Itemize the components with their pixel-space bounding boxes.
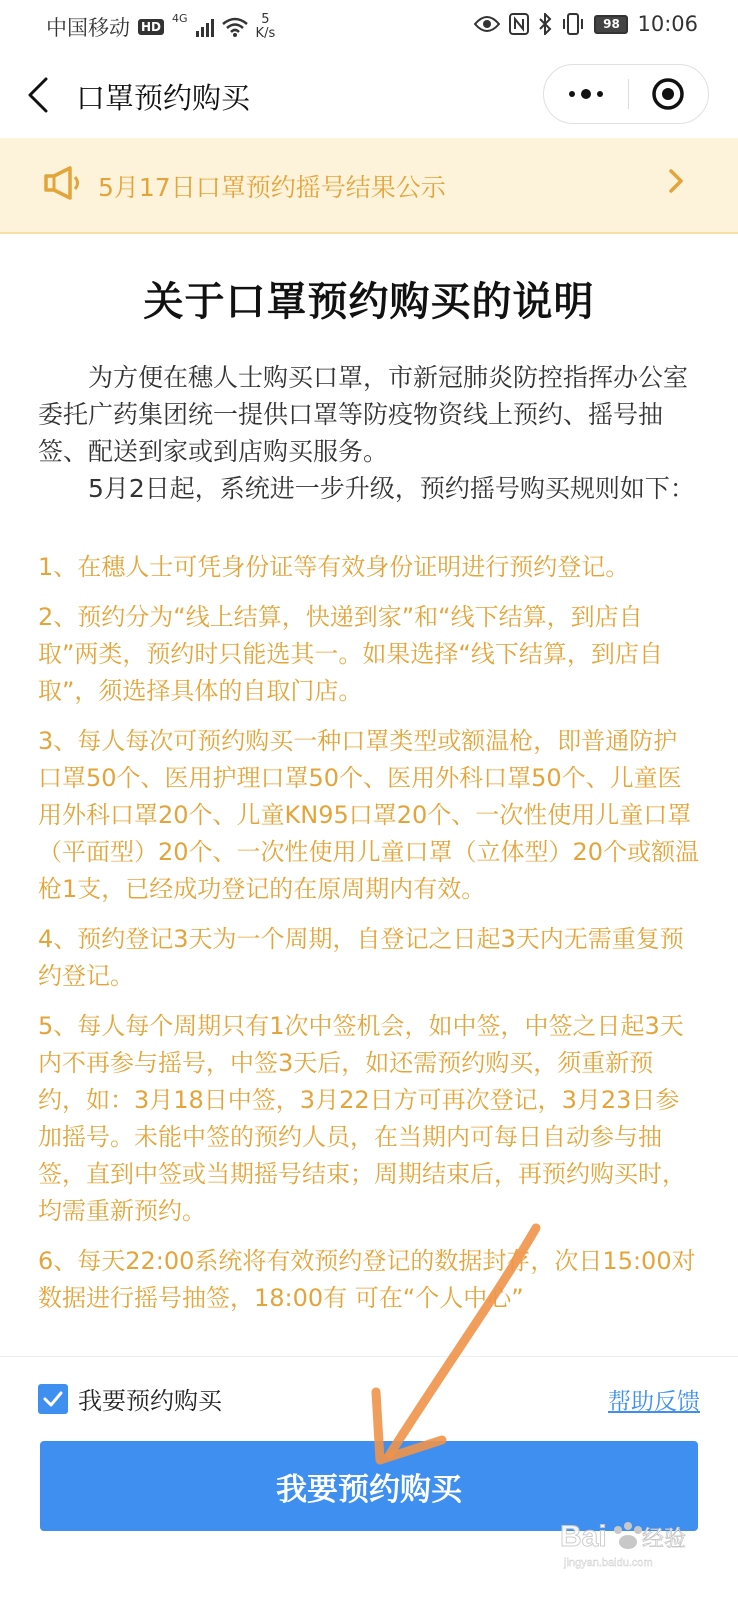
carrier-name: 中国移动 — [46, 16, 130, 40]
intro-paragraph: 为方便在穗人士购买口罩，市新冠肺炎防控指挥办公室委托广药集团统一提供口罩等防疫物资线上预约、摇号抽签、配送到家或到店购买服务。 — [38, 363, 689, 466]
checkmark-icon — [43, 1391, 63, 1407]
more-dot-icon — [569, 91, 575, 97]
svg-text:经验: 经验 — [642, 1527, 687, 1552]
rules-list — [38, 549, 700, 1317]
title-bar — [0, 52, 738, 138]
capsule-divider — [628, 79, 629, 109]
agree-checkbox[interactable] — [38, 1384, 68, 1414]
hd-badge: HD — [138, 19, 164, 35]
chevron-right-icon — [668, 168, 684, 194]
bluetooth-icon — [538, 13, 552, 35]
miniprogram-capsule — [543, 64, 709, 124]
page-title: 口罩预约购买 — [76, 81, 251, 115]
reserve-purchase-button[interactable]: 我要预约购买 — [40, 1441, 698, 1531]
network-type: 4G — [172, 12, 188, 25]
rule-item: 4、预约登记3天为一个周期，自登记之日起3天内无需重复预约登记。 — [38, 925, 684, 990]
network-speed — [256, 13, 276, 41]
document-title: 关于口罩预约购买的说明 — [143, 279, 595, 325]
baidu-logo-icon — [560, 1512, 720, 1572]
checkbox-label: 我要预约购买 — [78, 1387, 222, 1415]
more-dot-icon — [581, 89, 591, 99]
notice-bar[interactable] — [0, 138, 738, 234]
agree-checkbox-row[interactable] — [38, 1381, 222, 1416]
back-button[interactable] — [18, 72, 58, 118]
status-bar — [0, 0, 738, 52]
chevron-left-icon — [27, 77, 49, 113]
battery-icon: 98 — [594, 15, 628, 34]
eye-icon — [474, 15, 500, 33]
wifi-icon — [222, 17, 248, 37]
megaphone-icon — [44, 166, 84, 200]
speed-unit: K/s — [255, 26, 276, 41]
rule-item: 1、在穗人士可凭身份证等有效身份证明进行预约登记。 — [38, 553, 630, 581]
help-feedback-link[interactable]: 帮助反馈 — [608, 1389, 700, 1415]
more-dot-icon — [597, 91, 603, 97]
rule-item: 3、每人每次可预约购买一种口罩类型或额温枪，即普通防护口罩50个、医用护理口罩50个、医用外科口罩50个、儿童医用外科口罩20个、儿童KN95口罩20个、一次性使用儿童口罩（平面型）20个、一次性使用儿童口罩（立体型）20个或额温枪1支，已经成功登记的在原周期内有效。 — [38, 727, 700, 903]
signal-icon — [196, 17, 214, 37]
speed-value: 5 — [261, 12, 270, 27]
intro-paragraph: 5月2日起，系统进一步升级，预约摇号购买规则如下： — [88, 474, 695, 503]
instructions-content[interactable] — [0, 236, 738, 1356]
rule-item: 6、每天22:00系统将有效预约登记的数据封存，次日15:00对数据进行摇号抽签，18:00有 可在“个人中心” — [38, 1247, 696, 1312]
svg-text:jingyan.baidu.com: jingyan.baidu.com — [564, 1557, 653, 1569]
rule-item: 5、每人每个周期只有1次中签机会，如中签，中签之日起3天内不再参与摇号，中签3天后，如还需预约购买，须重新预约，如：3月18日中签，3月22日方可再次登记，3月23日参加摇号。未能中签的预约人员，在当期内可每日自动参与抽签，直到中签或当期摇号结束；周期结束后，再预约购买时，均需重新预约。 — [38, 1012, 686, 1225]
status-right — [474, 12, 698, 36]
vibrate-icon — [561, 13, 585, 35]
status-left — [46, 12, 275, 42]
close-miniprogram-button[interactable] — [650, 76, 686, 112]
clock: 10:06 — [637, 12, 698, 36]
svg-text:Bai: Bai — [560, 1520, 607, 1553]
more-button[interactable] — [544, 65, 628, 123]
notice-text: 5月17日口罩预约摇号结果公示 — [98, 173, 446, 202]
rule-item: 2、预约分为“线上结算，快递到家”和“线下结算，到店自取”两类，预约时只能选其一。如果选择“线下结算，到店自取”，须选择具体的自取门店。 — [38, 603, 663, 705]
nfc-icon — [509, 13, 529, 35]
baidu-jingyan-watermark — [560, 1512, 720, 1572]
